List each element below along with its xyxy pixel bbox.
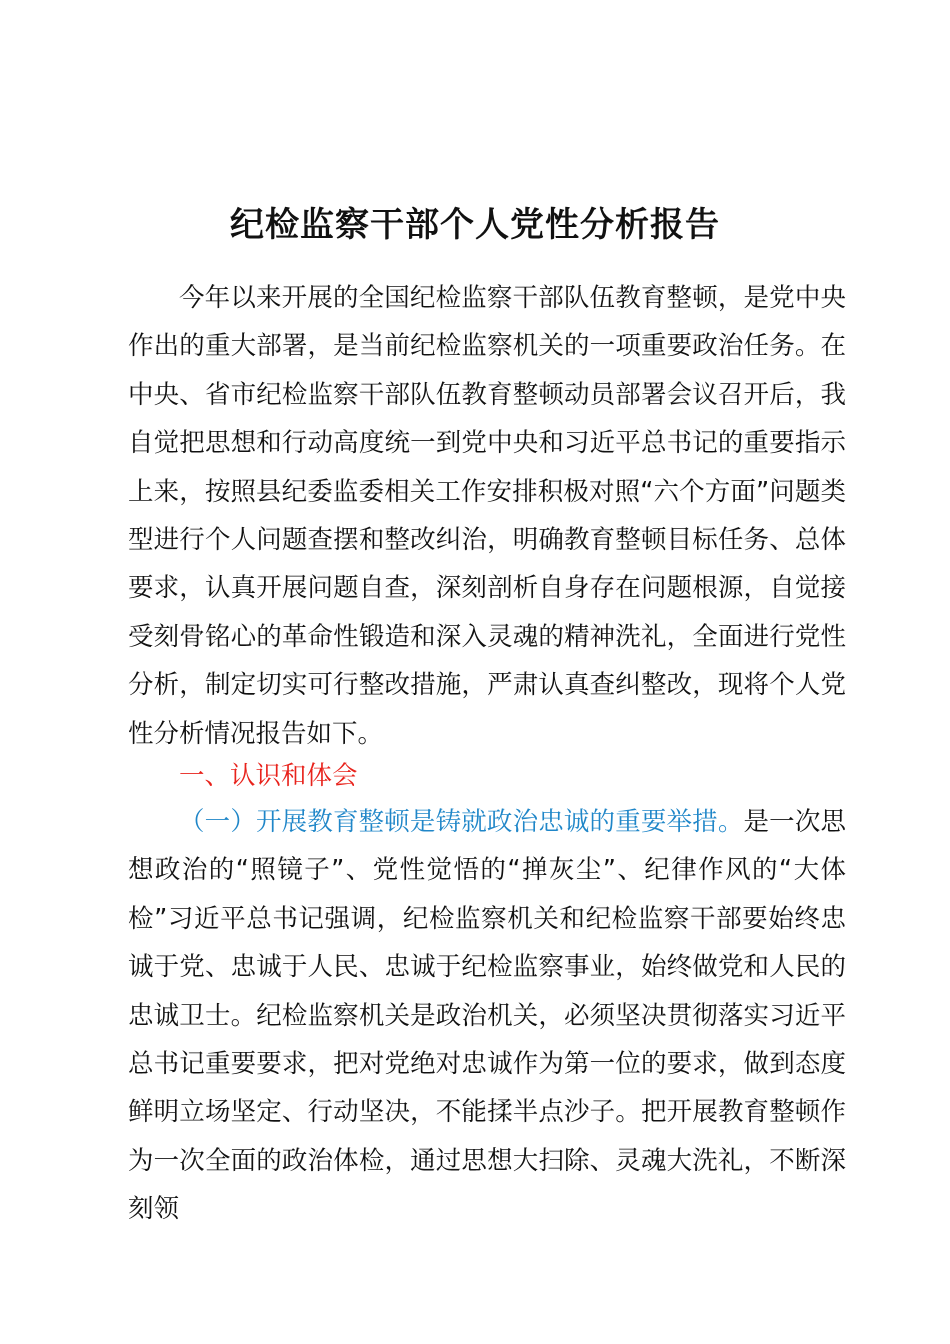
subsection-body: 是一次思想政治的“照镜子”、党性觉悟的“掸灰尘”、纪律作风的“大体检”习近平总书记强调，纪检监察机关和纪检监察干部要始终忠诚于党、忠诚于人民、忠诚于纪检监察事业，始终做党和人民的忠诚卫士。纪检监察机关是政治机关，必须坚决贯彻落实习近平总书记重要要求，把对党绝对忠诚作为第一位的要求，做到态度鲜明立场坚定、行动坚决，不能揉半点沙子。把开展教育整顿作为一次全面的政治体检，通过思想大扫除、灵魂大洗礼，不断深刻领 bbox=[128, 807, 846, 1225]
document-title: 纪检监察干部个人党性分析报告 bbox=[230, 205, 720, 245]
subsection-heading: （一）开展教育整顿是铸就政治忠诚的重要举措。 bbox=[179, 807, 744, 837]
subsection-paragraph bbox=[128, 798, 846, 1234]
intro-paragraph: 今年以来开展的全国纪检监察干部队伍教育整顿，是党中央作出的重大部署，是当前纪检监察机关的一项重要政治任务。在中央、省市纪检监察干部队伍教育整顿动员部署会议召开后，我自觉把思想和行动高度统一到党中央和习近平总书记的重要指示上来，按照县纪委监委相关工作安排积极对照“六个方面”问题类型进行个人问题查摆和整改纠治，明确教育整顿目标任务、总体要求，认真开展问题自查，深刻剖析自身存在问题根源，自觉接受刻骨铭心的革命性锻造和深入灵魂的精神洗礼，全面进行党性分析，制定切实可行整改措施，严肃认真查纠整改，现将个人党性分析情况报告如下。 bbox=[128, 283, 846, 749]
section-heading-understanding: 一、认识和体会 bbox=[179, 761, 358, 791]
